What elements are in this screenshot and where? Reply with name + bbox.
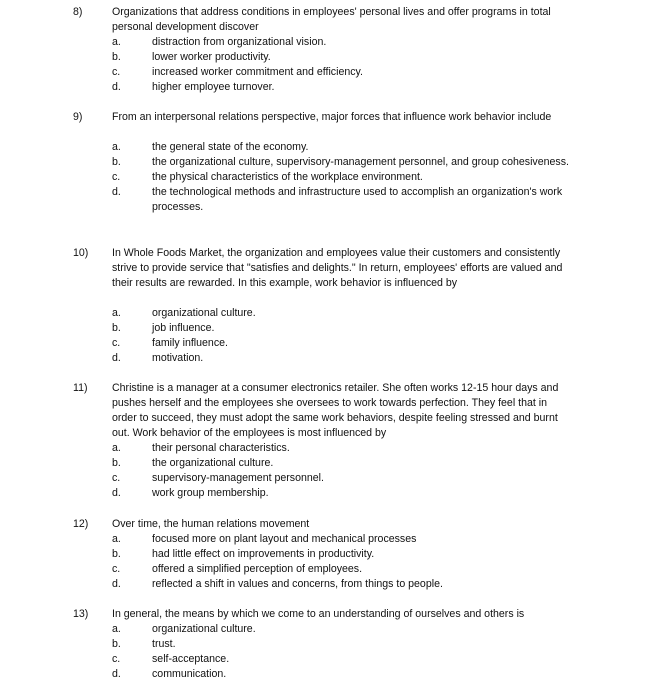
option-text: family influence.	[152, 337, 228, 349]
option-text: the organizational culture, supervisory-management personnel, and group cohesiveness.	[152, 156, 569, 168]
question-number: 9)	[73, 111, 83, 123]
question-stem: Christine is a manager at a consumer electronics retailer. She often works 12-15 hour days and pushes herself and the employees she oversees to work towards perfection. They feel that in order to succeed, they must adopt the same work behaviors, despite feeling stressed and burnt out. Work behavior of the employees is most influenced by	[112, 382, 559, 439]
option-a	[0, 532, 651, 547]
option-letter: c.	[112, 66, 121, 78]
option-letter: b.	[112, 51, 121, 63]
option-letter: d.	[112, 186, 121, 198]
option-text: the physical characteristics of the workplace environment.	[152, 171, 423, 183]
option-text: higher employee turnover.	[152, 81, 275, 93]
option-list	[0, 35, 651, 95]
option-text: had little effect on improvements in productivity.	[152, 548, 375, 560]
option-text: lower worker productivity.	[152, 51, 271, 63]
option-letter: b.	[112, 457, 121, 469]
option-letter: d.	[112, 487, 121, 499]
option-b	[0, 547, 651, 562]
option-c	[0, 170, 651, 185]
question-stem: In general, the means by which we come to an understanding of ourselves and others is	[112, 608, 525, 620]
option-list	[0, 306, 651, 366]
question-number: 10)	[73, 247, 89, 259]
option-text: distraction from organizational vision.	[152, 36, 327, 48]
option-letter: a.	[112, 533, 121, 545]
option-letter: a.	[112, 36, 121, 48]
question-number: 11)	[73, 382, 88, 394]
option-letter: c.	[112, 563, 121, 575]
option-a	[0, 306, 651, 321]
option-d	[0, 577, 651, 592]
option-c	[0, 652, 651, 667]
option-text: communication.	[152, 668, 227, 680]
option-letter: b.	[112, 638, 121, 650]
option-a	[0, 35, 651, 50]
option-text: reflected a shift in values and concerns, from things to people.	[152, 578, 443, 590]
option-d	[0, 185, 651, 215]
question-stem: From an interpersonal relations perspective, major forces that influence work behavior include	[112, 111, 552, 123]
option-letter: b.	[112, 156, 121, 168]
option-b	[0, 155, 651, 170]
option-text: organizational culture.	[152, 623, 256, 635]
option-b	[0, 50, 651, 65]
question-stem: In Whole Foods Market, the organization and employees value their customers and consistently strive to provide service that "satisfies and delights." In return, employees' efforts are valued and their results are rewarded. In this example, work behavior is influenced by	[112, 247, 563, 289]
option-a	[0, 441, 651, 456]
option-letter: c.	[112, 337, 121, 349]
option-letter: c.	[112, 472, 121, 484]
option-c	[0, 65, 651, 80]
question-stem: Over time, the human relations movement	[112, 518, 310, 530]
option-text: trust.	[152, 638, 176, 650]
option-text: work group membership.	[152, 487, 269, 499]
option-b	[0, 456, 651, 471]
option-letter: d.	[112, 668, 121, 680]
option-letter: a.	[112, 442, 121, 454]
option-d	[0, 80, 651, 95]
option-d	[0, 486, 651, 501]
option-c	[0, 562, 651, 577]
option-letter: b.	[112, 548, 121, 560]
question-stem: Organizations that address conditions in employees' personal lives and offer programs in total personal development discover	[112, 6, 551, 33]
option-d	[0, 667, 651, 682]
option-c	[0, 471, 651, 486]
option-list	[0, 622, 651, 682]
option-letter: d.	[112, 578, 121, 590]
option-letter: c.	[112, 653, 121, 665]
option-b	[0, 637, 651, 652]
option-letter: a.	[112, 141, 121, 153]
question-number: 13)	[73, 608, 89, 620]
option-list	[0, 140, 651, 215]
option-text: supervisory-management personnel.	[152, 472, 324, 484]
option-text: the organizational culture.	[152, 457, 274, 469]
option-text: focused more on plant layout and mechanical processes	[152, 533, 417, 545]
option-letter: d.	[112, 81, 121, 93]
option-text: offered a simplified perception of employees.	[152, 563, 363, 575]
option-letter: a.	[112, 623, 121, 635]
option-c	[0, 336, 651, 351]
option-text: job influence.	[152, 322, 215, 334]
option-a	[0, 622, 651, 637]
option-text: the general state of the economy.	[152, 141, 309, 153]
option-letter: c.	[112, 171, 121, 183]
option-a	[0, 140, 651, 155]
option-text: their personal characteristics.	[152, 442, 290, 454]
option-list	[0, 441, 651, 501]
option-list	[0, 532, 651, 592]
option-text: the technological methods and infrastructure used to accomplish an organization's work processes.	[152, 186, 563, 213]
option-text: increased worker commitment and efficiency.	[152, 66, 363, 78]
option-text: motivation.	[152, 352, 204, 364]
option-text: self-acceptance.	[152, 653, 230, 665]
option-d	[0, 351, 651, 366]
option-letter: b.	[112, 322, 121, 334]
option-text: organizational culture.	[152, 307, 256, 319]
option-b	[0, 321, 651, 336]
question-number: 8)	[73, 6, 83, 18]
option-letter: d.	[112, 352, 121, 364]
question-number: 12)	[73, 518, 89, 530]
option-letter: a.	[112, 307, 121, 319]
